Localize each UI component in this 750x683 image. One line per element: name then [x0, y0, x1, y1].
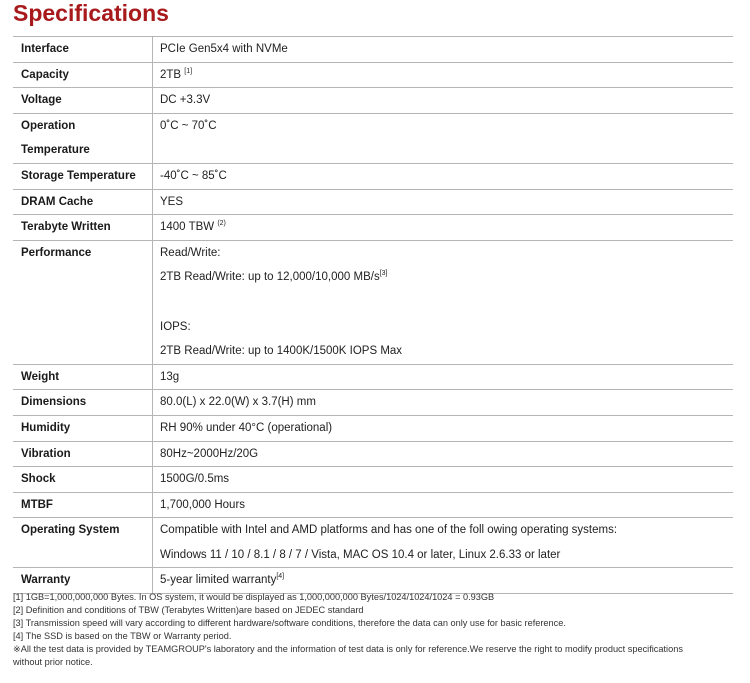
spec-row — [13, 492, 733, 518]
spec-value — [153, 390, 734, 416]
spec-value-text: 80.0(L) x 22.0(W) x 3.7(H) mm — [160, 396, 316, 409]
spec-label — [13, 568, 153, 594]
spec-value — [153, 441, 734, 467]
spec-value-text: 1,700,000 Hours — [160, 498, 246, 511]
spec-value — [153, 364, 734, 390]
spec-label-text: Shock — [21, 473, 56, 486]
spec-label-text: Storage Temperature — [21, 169, 136, 182]
spec-row — [13, 467, 733, 493]
spec-row — [13, 518, 733, 568]
spec-label-text: Weight — [21, 370, 60, 383]
spec-value-line — [160, 543, 733, 568]
spec-row — [13, 240, 733, 364]
spec-label — [13, 113, 153, 163]
spec-row — [13, 88, 733, 114]
spec-label-text: Performance — [21, 246, 92, 259]
spec-value-line — [160, 467, 733, 492]
spec-label-text: MTBF — [21, 498, 53, 511]
spec-value-line — [160, 37, 733, 62]
spec-label-text: Capacity — [21, 68, 69, 81]
spec-label — [13, 215, 153, 241]
spec-value-line — [160, 215, 733, 240]
spec-value-line — [160, 164, 733, 189]
footnote-line: [3] Transmission speed will vary according to different hardware/software conditions, therefore the data can only use for basic reference. — [13, 618, 566, 629]
spec-label-text: Vibration — [21, 447, 71, 460]
spec-row — [13, 364, 733, 390]
spec-label-text: Humidity — [21, 421, 71, 434]
spec-value-line — [160, 518, 733, 543]
spec-value-text: Compatible with Intel and AMD platforms and has one of the foll owing operating systems: — [160, 524, 618, 537]
spec-value-line — [160, 493, 733, 518]
spec-value-text: DC +3.3V — [160, 94, 211, 107]
spec-value — [153, 215, 734, 241]
spec-value-line — [160, 190, 733, 215]
spec-label — [13, 88, 153, 114]
spec-label-text: Terabyte Written — [21, 221, 111, 234]
spec-value-text: 0˚C ~ 70˚C — [160, 119, 217, 132]
spec-row — [13, 163, 733, 189]
spec-value-text: 1500G/0.5ms — [160, 473, 230, 486]
spec-value-line — [160, 339, 733, 364]
spec-value-text: 5-year limited warranty — [160, 574, 277, 587]
spec-value-text: PCIe Gen5x4 with NVMe — [160, 43, 288, 55]
spec-value-text: Read/Write: — [160, 246, 221, 259]
spec-label — [13, 62, 153, 88]
spec-label — [13, 240, 153, 364]
spec-label — [13, 37, 153, 63]
spec-label-text: Warranty — [21, 574, 71, 587]
spec-value — [153, 37, 734, 63]
spec-value — [153, 88, 734, 114]
spec-value-text: 1400 TBW — [160, 221, 218, 234]
spec-row — [13, 215, 733, 241]
spec-row — [13, 113, 733, 163]
spec-value — [153, 415, 734, 441]
spec-value-text: -40˚C ~ 85˚C — [160, 169, 227, 182]
spec-value — [153, 518, 734, 568]
spec-value-line — [160, 138, 733, 163]
spec-table — [13, 36, 733, 594]
spec-value-line — [160, 88, 733, 113]
spec-label — [13, 189, 153, 215]
page-title: Specifications — [13, 0, 169, 26]
spec-value-line — [160, 290, 733, 315]
spec-label-text: DRAM Cache — [21, 195, 94, 208]
spec-row — [13, 415, 733, 441]
spec-value — [153, 62, 734, 88]
spec-value-line — [160, 241, 733, 266]
spec-label — [13, 364, 153, 390]
footnote-line: ※All the test data is provided by TEAMGROUP's laboratory and the information of test data is only for reference.We reserve the right to modify product specifications — [13, 644, 683, 655]
spec-value-line — [160, 315, 733, 340]
footnote-ref: [4] — [276, 573, 285, 581]
spec-label-text: Operating System — [21, 524, 120, 537]
spec-value — [153, 240, 734, 364]
footnote-line: [1] 1GB=1,000,000,000 Bytes. In OS system, it would be displayed as 1,000,000,000 Bytes/1024/1024/1024 = 0.93GB — [13, 592, 495, 602]
spec-value-line — [160, 365, 733, 390]
spec-value-line — [160, 114, 733, 139]
spec-label — [13, 441, 153, 467]
spec-label — [13, 415, 153, 441]
footnote-line: [2] Definition and conditions of TBW (Terabytes Written)are based on JEDEC standard — [13, 605, 364, 616]
spec-value-line — [160, 63, 733, 88]
spec-value-text: 2TB Read/Write: up to 12,000/10,000 MB/s — [160, 271, 380, 284]
footnote-line: without prior notice. — [13, 657, 93, 668]
footnote-ref: [3] — [379, 270, 388, 278]
spec-value-text: 80Hz~2000Hz/20G — [160, 447, 259, 460]
spec-row — [13, 390, 733, 416]
spec-value — [153, 189, 734, 215]
spec-label-text: Dimensions — [21, 396, 87, 409]
spec-label-line: Temperature — [21, 144, 90, 157]
spec-value-line — [160, 265, 733, 290]
spec-value — [153, 113, 734, 163]
spec-value — [153, 163, 734, 189]
spec-value-text: YES — [160, 195, 184, 208]
spec-label — [13, 467, 153, 493]
spec-value-text: IOPS: — [160, 320, 191, 333]
spec-label — [13, 492, 153, 518]
spec-row — [13, 568, 733, 594]
spec-value-text: 2TB Read/Write: up to 1400K/1500K IOPS Max — [160, 345, 403, 358]
spec-row — [13, 62, 733, 88]
spec-value-line — [160, 390, 733, 415]
footnotes — [13, 591, 738, 670]
spec-label — [13, 163, 153, 189]
spec-value-text: Windows 11 / 10 / 8.1 / 8 / 7 / Vista, MAC OS 10.4 or later, Linux 2.6.33 or later — [160, 548, 561, 561]
spec-value-text: 2TB — [160, 68, 185, 81]
spec-value-line — [160, 442, 733, 467]
spec-label-text: Interface — [21, 43, 69, 55]
spec-value — [153, 467, 734, 493]
spec-value-text: RH 90% under 40°C (operational) — [160, 421, 333, 434]
spec-value — [153, 492, 734, 518]
spec-label-line: Operation — [21, 119, 76, 132]
spec-value-text: 13g — [160, 370, 180, 383]
footnote-ref: (2) — [217, 220, 226, 228]
spec-row — [13, 441, 733, 467]
footnote-line: [4] The SSD is based on the TBW or Warranty period. — [13, 631, 232, 642]
spec-value-line — [160, 416, 733, 441]
spec-label — [13, 390, 153, 416]
spec-label — [13, 518, 153, 568]
spec-row — [13, 189, 733, 215]
footnote-ref: [1] — [184, 67, 193, 75]
spec-value — [153, 568, 734, 594]
spec-label-text: Voltage — [21, 94, 62, 107]
spec-row — [13, 37, 733, 63]
spec-value-line — [160, 568, 733, 593]
